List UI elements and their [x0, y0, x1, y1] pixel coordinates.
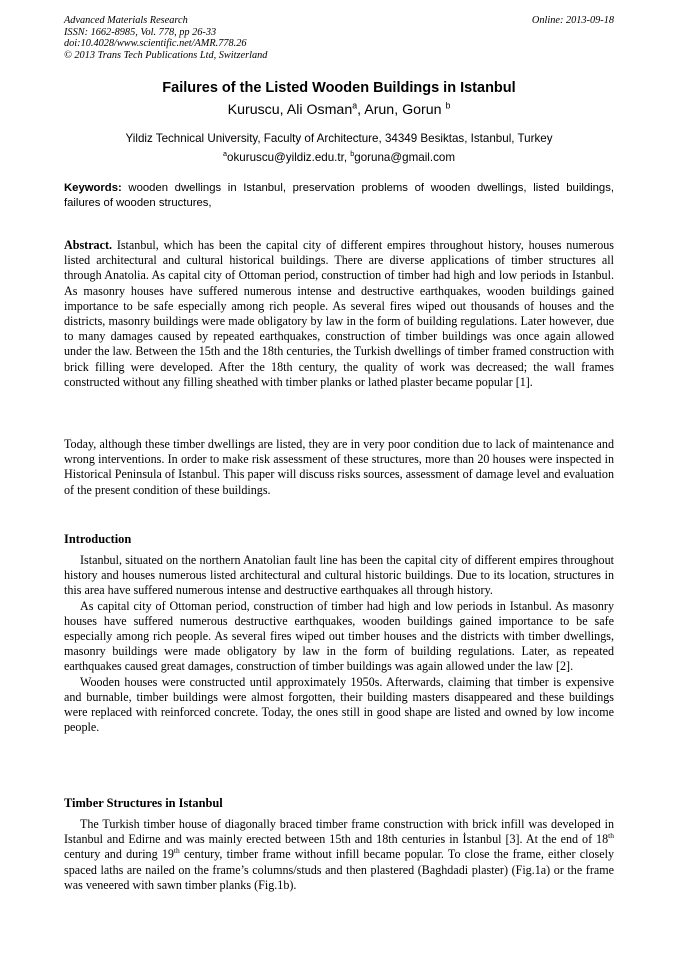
- introduction-heading: Introduction: [64, 532, 132, 546]
- author-emails: [0, 151, 678, 164]
- paper-title: Failures of the Listed Wooden Buildings in Istanbul: [162, 80, 516, 96]
- author-1: Kuruscu, Ali Osman: [227, 102, 353, 118]
- timber-text-b: century and during 19: [64, 847, 174, 862]
- journal-header: [64, 15, 267, 61]
- email-a-marker: a: [223, 149, 228, 159]
- introduction-paragraph-3: Wooden houses were constructed until approximately 1950s. Afterwards, claiming that timber is expensive and burnable, timber buildings were almost forgotten, their building masters disappeared and these buildings were replaced with reinforced concrete. Today, the ones still in good shape are listed and owned by low income people.: [64, 674, 614, 735]
- author-2-marker: b: [445, 100, 451, 111]
- introduction-paragraph-1: Istanbul, situated on the northern Anatolian fault line has been the capital city of different empires throughout history and houses numerous listed architectural and cultural historic buildings. Due to its location, structures in this area have suffered numerous intense and destructive earthquakes all through history.: [64, 553, 614, 598]
- journal-name: Advanced Materials Research: [64, 15, 188, 26]
- timber-text-a: The Turkish timber house of diagonally braced timber frame construction with brick infill was developed in Istanbul and Edirne and was mainly erected between 15th and 18th centuries in İstanbul [3]. At the end of 18: [64, 817, 614, 847]
- author-1-marker: a: [352, 100, 358, 111]
- keywords-text: wooden dwellings in Istanbul, preservation problems of wooden dwellings, listed buildings, failures of wooden structures,: [64, 182, 614, 209]
- timber-section-heading: Timber Structures in Istanbul: [64, 796, 223, 810]
- ordinal-suffix-1: th: [608, 831, 614, 841]
- introduction-body: [64, 553, 614, 735]
- online-date: Online: 2013-09-18: [531, 15, 614, 26]
- timber-section-body: [64, 817, 614, 893]
- author-separator: ,: [357, 102, 365, 118]
- author-list: [0, 102, 678, 118]
- email-b-marker: b: [350, 149, 355, 159]
- journal-issn: ISSN: 1662-8985, Vol. 778, pp 26-33: [64, 26, 217, 38]
- ordinal-suffix-2: th: [173, 846, 180, 856]
- timber-text-c: century, timber frame without infill became popular. To close the frame, either closely spaced laths are nailed on the frame’s columns/studs and then plastered (Baghdadi plaster) (Fig.1a) or the frame was veneered with sawn timber planks (Fig.1b).: [64, 847, 614, 892]
- abstract-paragraph-2: Today, although these timber dwellings are listed, they are in very poor condition due to lack of maintenance and wrong interventions. In order to make risk assessment of these structures, more than 20 houses were inspected in Historical Peninsula of Istanbul. This paper will discuss risks sources, assessment of damage level and evaluation of the present condition of these buildings.: [64, 437, 614, 497]
- timber-paragraph-1: [64, 817, 614, 893]
- journal-doi[interactable]: doi:10.4028/www.scientific.net/AMR.778.26: [64, 38, 247, 49]
- keywords-label: Keywords:: [64, 182, 122, 194]
- affiliation: Yildiz Technical University, Faculty of Architecture, 34349 Besiktas, Istanbul, Turkey: [125, 132, 553, 145]
- email-b[interactable]: goruna@gmail.com: [354, 151, 455, 164]
- introduction-paragraph-2: As capital city of Ottoman period, construction of timber had high and low periods in Istanbul. As masonry houses have suffered numerous destructive earthquakes, wooden buildings gained importance to be safe especially among rich people. As several fires wiped out timber houses and the districts with timber dwellings, masonry buildings were made obligatory by law in the form of building regulations. Later, as repeated earthquakes caused great damages, construction of timber buildings was again allowed under the law [2].: [64, 598, 614, 674]
- author-2: Arun, Gorun: [364, 102, 446, 118]
- journal-copyright: © 2013 Trans Tech Publications Ltd, Switzerland: [64, 49, 268, 61]
- email-a[interactable]: okuruscu@yildiz.edu.tr,: [227, 151, 351, 164]
- keywords: [64, 181, 614, 210]
- abstract-paragraph-1: [64, 238, 614, 390]
- abstract-text-1: Istanbul, which has been the capital city of different empires throughout history, houses numerous listed architectural and cultural historical buildings. There are diverse applications of timber structures all through Anatolia. As capital city of Ottoman period, construction of timber had high and low periods in Istanbul. As masonry houses have suffered numerous intense and destructive earthquakes, wooden buildings gained importance to be safe especially among rich people. As several fires wiped out thousands of houses and the districts, masonry buildings were made obligatory by law in the form of building regulations. Later however, due to many damages caused by repeated earthquakes, construction of timber buildings was once again allowed under the law. Between the 15th and the 18th centuries, the Turkish dwellings of timber framed construction with brick filling were developed. After the 18th century, the quality of work was decreased; the wall frames constructed without any filling sheathed with timber planks or lathed plaster became popular [1].: [64, 238, 614, 389]
- abstract-label: Abstract.: [64, 238, 113, 252]
